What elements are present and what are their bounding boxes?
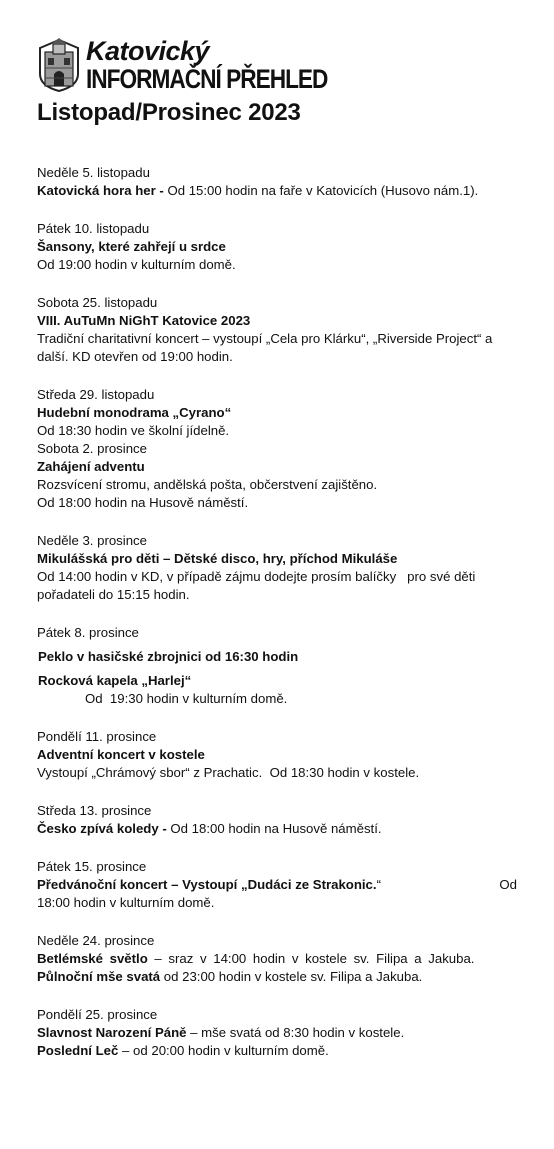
event-item bbox=[37, 386, 517, 440]
event-name: Hudební monodrama „Cyrano“ bbox=[37, 405, 232, 420]
event-name: Šansony, které zahřejí u srdce bbox=[37, 239, 226, 254]
event-line bbox=[37, 950, 517, 968]
event-item bbox=[37, 858, 517, 912]
event-details: od 23:00 hodin v kostele sv. Filipa a Jakuba. bbox=[160, 969, 423, 984]
event-details: Od 15:00 hodin na faře v Katovicích (Husovo nám.1). bbox=[163, 183, 479, 198]
event-line bbox=[37, 968, 517, 986]
brand-subtitle: INFORMAČNÍ PŘEHLED bbox=[86, 64, 328, 94]
page-title: Listopad/Prosinec 2023 bbox=[37, 99, 301, 126]
event-name: Mikulášská pro děti – Dětské disco, hry, příchod Mikuláše bbox=[37, 551, 398, 566]
event-details: Tradiční charitativní koncert – vystoupí „Cela pro Klárku“, „Riverside Project“ a další. KD otevřen od 19:00 hodin. bbox=[37, 331, 493, 364]
event-item bbox=[37, 220, 517, 274]
event-item bbox=[37, 532, 517, 604]
event-date: Sobota 25. listopadu bbox=[37, 295, 158, 310]
event-details: Od 19:30 hodin v kulturním domě. bbox=[85, 691, 288, 706]
event-line bbox=[37, 1042, 517, 1060]
event-date: Středa 13. prosince bbox=[37, 803, 152, 818]
event-date: Neděle 24. prosince bbox=[37, 933, 155, 948]
event-details: Od 18:30 hodin ve školní jídelně. bbox=[37, 423, 230, 438]
event-name: Předvánoční koncert – Vystoupí „Dudáci ze Strakonic. bbox=[37, 877, 377, 892]
event-item bbox=[37, 802, 517, 838]
event-name: Slavnost Narození Páně bbox=[37, 1025, 187, 1040]
event-quote: “ bbox=[376, 877, 381, 892]
event-date: Neděle 3. prosince bbox=[37, 533, 147, 548]
event-name: Rocková kapela „Harlej“ bbox=[38, 673, 192, 688]
event-details: – sraz v 14:00 hodin v kostele sv. Filipa a Jakuba. bbox=[147, 951, 475, 966]
event-item bbox=[37, 164, 517, 200]
event-line bbox=[37, 182, 517, 200]
event-details: Od 19:00 hodin v kulturním domě. bbox=[37, 257, 236, 272]
event-name: Peklo v hasičské zbrojnici od 16:30 hodin bbox=[38, 649, 299, 664]
event-details: Vystoupí „Chrámový sbor“ z Prachatic. Od 18:30 hodin v kostele. bbox=[37, 765, 420, 780]
event-item bbox=[37, 294, 517, 366]
event-date: Neděle 5. listopadu bbox=[37, 165, 150, 180]
event-details: Od bbox=[499, 877, 517, 892]
event-item bbox=[37, 1006, 517, 1060]
event-line bbox=[37, 876, 517, 894]
event-name: Poslední Leč bbox=[37, 1043, 119, 1058]
event-name: Zahájení adventu bbox=[37, 459, 145, 474]
event-details: – mše svatá od 8:30 hodin v kostele. bbox=[186, 1025, 405, 1040]
event-name: Půlnoční mše svatá bbox=[37, 969, 161, 984]
town-tower-crest-icon bbox=[36, 38, 82, 92]
event-item bbox=[37, 624, 517, 708]
event-details: Rozsvícení stromu, andělská pošta, občerstvení zajištěno. bbox=[37, 477, 378, 492]
event-name: Betlémské světlo bbox=[37, 951, 148, 966]
event-name: VIII. AuTuMn NiGhT Katovice 2023 bbox=[37, 313, 251, 328]
events-list bbox=[37, 164, 517, 1060]
event-details: Od 14:00 hodin v KD, v případě zájmu dodejte prosím balíčky pro své děti pořadateli do 15:15 hodin. bbox=[37, 569, 480, 602]
event-item bbox=[37, 728, 517, 782]
event-details: – od 20:00 hodin v kulturním domě. bbox=[118, 1043, 329, 1058]
event-line bbox=[37, 1024, 517, 1042]
event-date: Pátek 10. listopadu bbox=[37, 221, 150, 236]
masthead bbox=[36, 38, 336, 96]
event-date: Pátek 8. prosince bbox=[37, 625, 139, 640]
event-date: Pátek 15. prosince bbox=[37, 859, 147, 874]
brand-name: Katovický bbox=[86, 36, 210, 66]
event-name: Česko zpívá koledy - bbox=[37, 821, 167, 836]
event-details: Od 18:00 hodin na Husově náměstí. bbox=[37, 495, 249, 510]
event-details: 18:00 hodin v kulturním domě. bbox=[37, 895, 215, 910]
event-date: Pondělí 11. prosince bbox=[37, 729, 157, 744]
event-item bbox=[37, 440, 517, 512]
event-line bbox=[37, 820, 517, 838]
event-details: Od 18:00 hodin na Husově náměstí. bbox=[166, 821, 382, 836]
event-item bbox=[37, 932, 517, 986]
event-name: Katovická hora her - bbox=[37, 183, 164, 198]
event-name: Adventní koncert v kostele bbox=[37, 747, 205, 762]
event-date: Pondělí 25. prosince bbox=[37, 1007, 158, 1022]
event-date: Středa 29. listopadu bbox=[37, 387, 155, 402]
event-date: Sobota 2. prosince bbox=[37, 441, 147, 456]
